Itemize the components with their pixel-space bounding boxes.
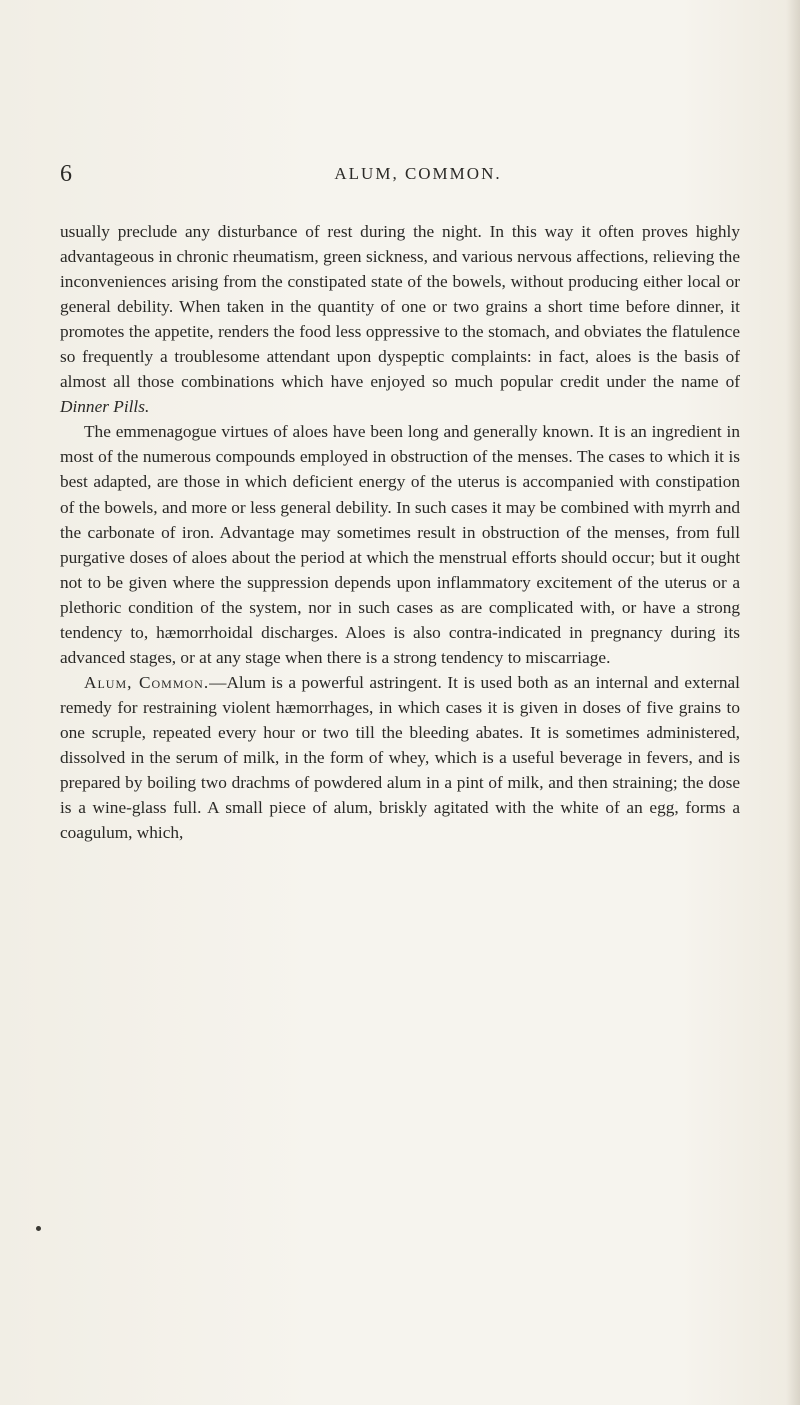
italic-term: Dinner Pills. <box>60 397 150 417</box>
running-head: ALUM, COMMON. <box>334 164 502 183</box>
paragraph-text: usually preclude any disturbance of rest during the night. In this way it often proves highly advantageous in chronic rheumatism, green sickness, and various nervous affections, relieving the inconveniences arising from the constipated state of the bowels, without producing either local or general debility. When taken in the quantity of one or two grains a short time before dinner, it promotes the appetite, renders the food less oppressive to the stomach, and obviates the flatulence so frequently a troublesome attendant upon dyspeptic complaints: in fact, aloes is the basis of almost all those combinations which have enjoyed so much popular credit under the name of <box>60 222 740 392</box>
body-text <box>60 219 740 845</box>
paragraph-emmenagogue: The emmenagogue virtues of aloes have been long and generally known. It is an ingredient in most of the numerous compounds employed in obstruction of the menses. The cases to which it is best adapted, are those in which deficient energy of the uterus is accompanied with constipation of the bowels, and more or less general debility. In such cases it may be combined with myrrh and the carbonate of iron. Advantage may sometimes result in obstruction of the menses, from full purgative doses of aloes about the period at which the menstrual efforts should occur; but it ought not to be given where the suppression depends upon inflammatory excitement of the uterus or a plethoric condition of the system, nor in such cases as are complicated with, or have a strong tendency to, hæmorrhoidal discharges. Aloes is also contra-indicated in pregnancy during its advanced stages, or at any stage when there is a strong tendency to miscarriage. <box>60 422 740 667</box>
page-header <box>60 160 740 190</box>
paragraph-alum <box>60 670 740 845</box>
page-edge-shadow <box>786 0 800 1405</box>
paragraph-text: —Alum is a powerful astringent. It is used both as an internal and external remedy for restraining violent hæmorrhages, in which cases it is given in doses of five grains to one scruple, repeated every hour or two till the bleeding abates. It is sometimes administered, dissolved in the serum of milk, in the form of whey, which is a useful beverage in fevers, and is prepared by boiling two drachms of powdered alum in a pint of milk, and then straining; the dose is a wine-glass full. A small piece of alum, briskly agitated with the white of an egg, forms a coagulum, which, <box>60 672 740 843</box>
page-number: 6 <box>60 161 72 187</box>
entry-heading: Alum, Common. <box>84 672 210 692</box>
ink-speck <box>36 1226 41 1231</box>
paragraph-aloes-effects <box>60 219 740 419</box>
